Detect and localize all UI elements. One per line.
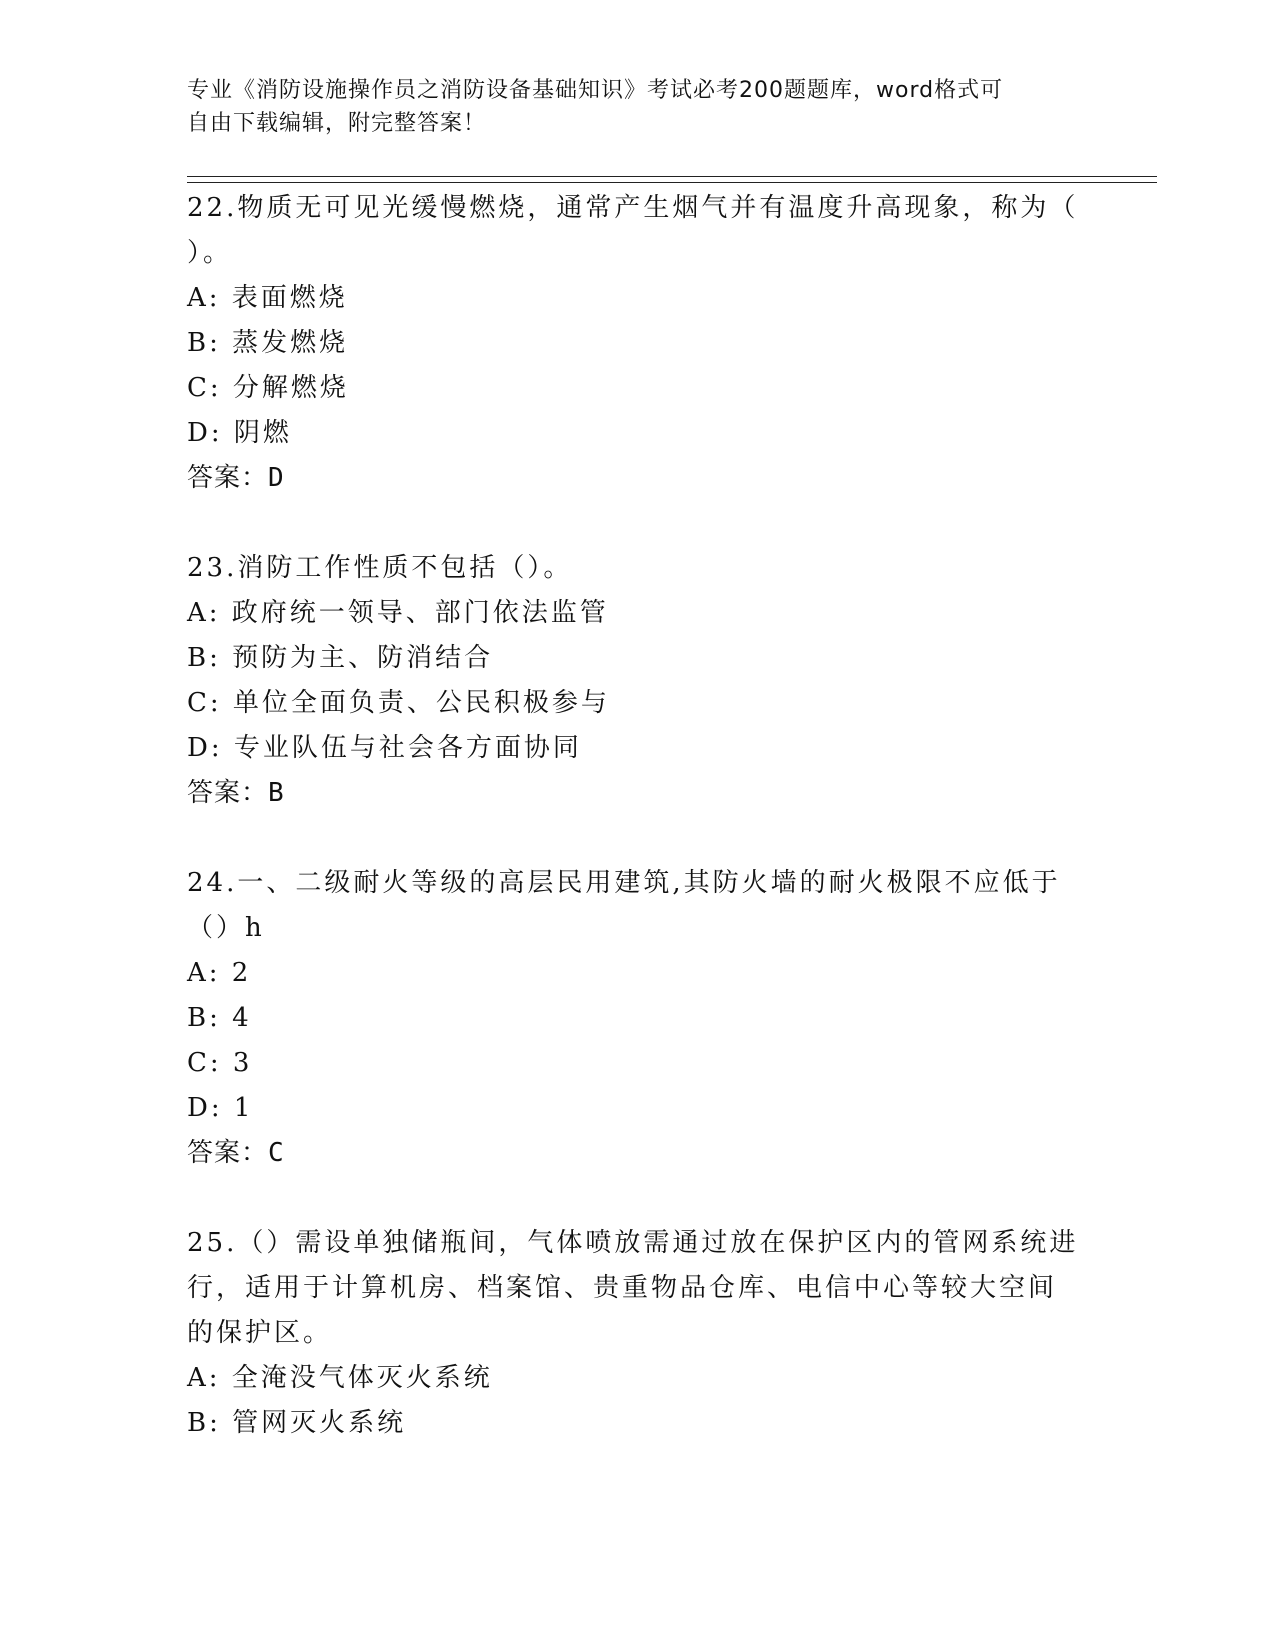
question-24-option-a: A: 2: [187, 958, 252, 988]
header-line-1: 专业《消防设施操作员之消防设备基础知识》考试必考200题题库，word格式可: [187, 78, 1004, 103]
header-divider-bottom: [187, 182, 1157, 183]
question-24-stem-line-2: （）h: [187, 913, 265, 943]
question-24-option-d: D: 1: [187, 1093, 254, 1123]
question-22-option-a: A: 表面燃烧: [187, 283, 348, 313]
question-23-answer: [187, 778, 285, 808]
question-25-stem-line-1: 25.（）需设单独储瓶间，气体喷放需通过放在保护区内的管网系统进: [187, 1228, 1079, 1258]
header-line-2: 自由下载编辑，附完整答案！: [187, 111, 487, 136]
question-25-option-a: A: 全淹没气体灭火系统: [187, 1363, 493, 1393]
question-22-option-b: B: 蒸发燃烧: [187, 328, 349, 358]
question-25-option-b: B: 管网灭火系统: [187, 1408, 407, 1438]
question-23-option-a: A: 政府统一领导、部门依法监管: [187, 598, 609, 628]
answer-value: B: [268, 778, 285, 808]
question-23-option-b: B: 预防为主、防消结合: [187, 643, 494, 673]
question-23-option-d: D: 专业队伍与社会各方面协同: [187, 733, 582, 763]
question-22-option-d: D: 阴燃: [187, 418, 292, 448]
question-23-option-c: C: 单位全面负责、公民积极参与: [187, 688, 610, 718]
question-24-option-b: B: 4: [187, 1003, 252, 1033]
answer-value: D: [268, 463, 285, 493]
answer-label: 答案：: [187, 1138, 269, 1168]
answer-label: 答案：: [187, 778, 269, 808]
question-23-stem-line-1: 23.消防工作性质不包括（）。: [187, 553, 573, 583]
question-25-stem-line-2: 行，适用于计算机房、档案馆、贵重物品仓库、电信中心等较大空间: [187, 1273, 1058, 1303]
header-divider-top: [187, 176, 1157, 177]
question-24-option-c: C: 3: [187, 1048, 253, 1078]
question-22-answer: [187, 463, 285, 493]
question-24-stem-line-1: 24.一、二级耐火等级的高层民用建筑,其防火墙的耐火极限不应低于: [187, 868, 1061, 898]
question-24-answer: [187, 1138, 285, 1168]
question-22-stem-line-1: 22.物质无可见光缓慢燃烧，通常产生烟气并有温度升高现象，称为（: [187, 193, 1079, 223]
question-22-option-c: C: 分解燃烧: [187, 373, 349, 403]
answer-value: C: [268, 1138, 285, 1168]
question-25-stem-line-3: 的保护区。: [187, 1318, 333, 1348]
document-header: [187, 74, 1087, 140]
answer-label: 答案：: [187, 463, 269, 493]
question-22-stem-line-2: ）。: [187, 238, 233, 268]
